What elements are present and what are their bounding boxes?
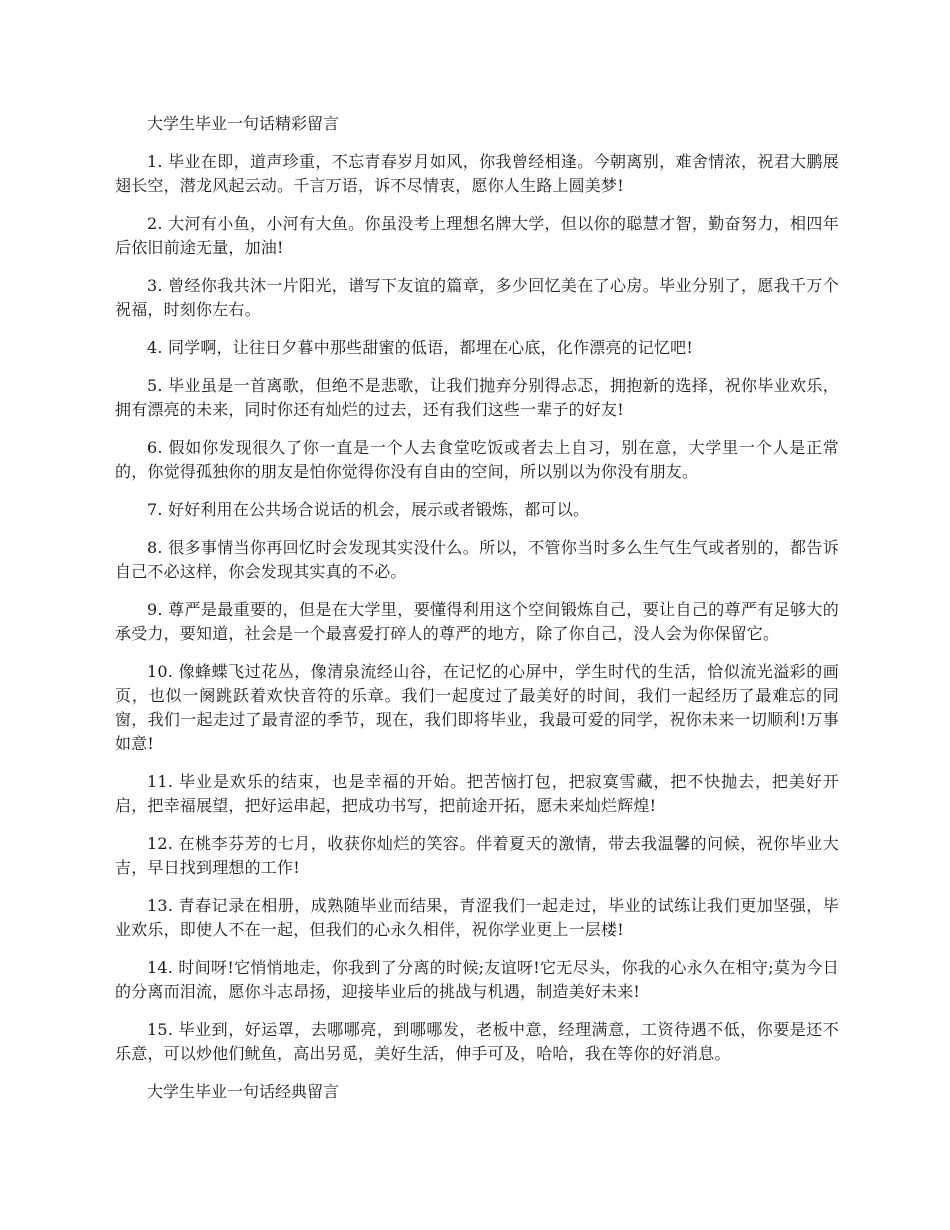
message-paragraph-7: 7. 好好利用在公共场合说话的机会，展示或者锻炼，都可以。 bbox=[147, 500, 590, 519]
message-paragraph-11: 11. 毕业是欢乐的结束，也是幸福的开始。把苦恼打包，把寂寞雪藏，把不快抛去，把美好开启，把幸福展望，把好运串起，把成功书写，把前途开拓，愿未来灿烂辉煌! bbox=[115, 772, 839, 815]
section-heading: 大学生毕业一句话经典留言 bbox=[147, 1082, 340, 1101]
message-paragraph-10: 10. 像蜂蝶飞过花丛，像清泉流经山谷，在记忆的心屏中，学生时代的生活，恰似流光溢彩的画页，也似一阕跳跃着欢快音符的乐章。我们一起度过了最美好的时间，我们一起经历了最难忘的同窗，我们一起走过了最青涩的季节，现在，我们即将毕业，我最可爱的同学，祝你未来一切顺利!万事如意! bbox=[115, 662, 839, 753]
message-paragraph-4: 4. 同学啊，让往日夕暮中那些甜蜜的低语，都埋在心底，化作漂亮的记忆吧! bbox=[147, 338, 693, 357]
document-title: 大学生毕业一句话精彩留言 bbox=[147, 114, 340, 133]
message-paragraph-6: 6. 假如你发现很久了你一直是一个人去食堂吃饭或者去上自习，别在意，大学里一个人是正常的，你觉得孤独你的朋友是怕你觉得你没有自由的空间，所以别以为你没有朋友。 bbox=[115, 438, 839, 481]
message-paragraph-13: 13. 青春记录在相册，成熟随毕业而结果，青涩我们一起走过，毕业的试练让我们更加坚强，毕业欢乐，即使人不在一起，但我们的心永久相伴，祝你学业更上一层楼! bbox=[115, 896, 839, 939]
message-paragraph-5: 5. 毕业虽是一首离歌，但绝不是悲歌，让我们抛弃分别得忐忑，拥抱新的选择，祝你毕业欢乐，拥有漂亮的未来，同时你还有灿烂的过去，还有我们这些一辈子的好友! bbox=[115, 376, 839, 419]
message-paragraph-3: 3. 曾经你我共沐一片阳光，谱写下友谊的篇章，多少回忆美在了心房。毕业分别了，愿我千万个祝福，时刻你左右。 bbox=[115, 276, 839, 319]
message-paragraph-9: 9. 尊严是最重要的，但是在大学里，要懂得利用这个空间锻炼自己，要让自己的尊严有足够大的承受力，要知道，社会是一个最喜爱打碎人的尊严的地方，除了你自己，没人会为你保留它。 bbox=[115, 600, 839, 643]
message-paragraph-1: 1. 毕业在即，道声珍重，不忘青春岁月如风，你我曾经相逢。今朝离别，难舍情浓，祝君大鹏展翅长空，潜龙风起云动。千言万语，诉不尽情衷，愿你人生路上圆美梦! bbox=[115, 152, 839, 195]
message-paragraph-12: 12. 在桃李芬芳的七月，收获你灿烂的笑容。伴着夏天的激情，带去我温馨的问候，祝你毕业大吉，早日找到理想的工作! bbox=[115, 834, 839, 877]
message-paragraph-14: 14. 时间呀!它悄悄地走，你我到了分离的时候;友谊呀!它无尽头，你我的心永久在相守;莫为今日的分离而泪流，愿你斗志昂扬，迎接毕业后的挑战与机遇，制造美好未来! bbox=[115, 958, 839, 1001]
message-paragraph-8: 8. 很多事情当你再回忆时会发现其实没什么。所以，不管你当时多么生气生气或者别的，都告诉自己不必这样，你会发现其实真的不必。 bbox=[115, 538, 839, 581]
document-page bbox=[115, 112, 839, 1104]
message-paragraph-15: 15. 毕业到，好运罩，去哪哪亮，到哪哪发，老板中意，经理满意，工资待遇不低，你要是还不乐意，可以炒他们鱿鱼，高出另觅，美好生活，伸手可及，哈哈，我在等你的好消息。 bbox=[115, 1020, 839, 1063]
message-paragraph-2: 2. 大河有小鱼，小河有大鱼。你虽没考上理想名牌大学，但以你的聪慧才智，勤奋努力，相四年后依旧前途无量，加油! bbox=[115, 214, 839, 257]
